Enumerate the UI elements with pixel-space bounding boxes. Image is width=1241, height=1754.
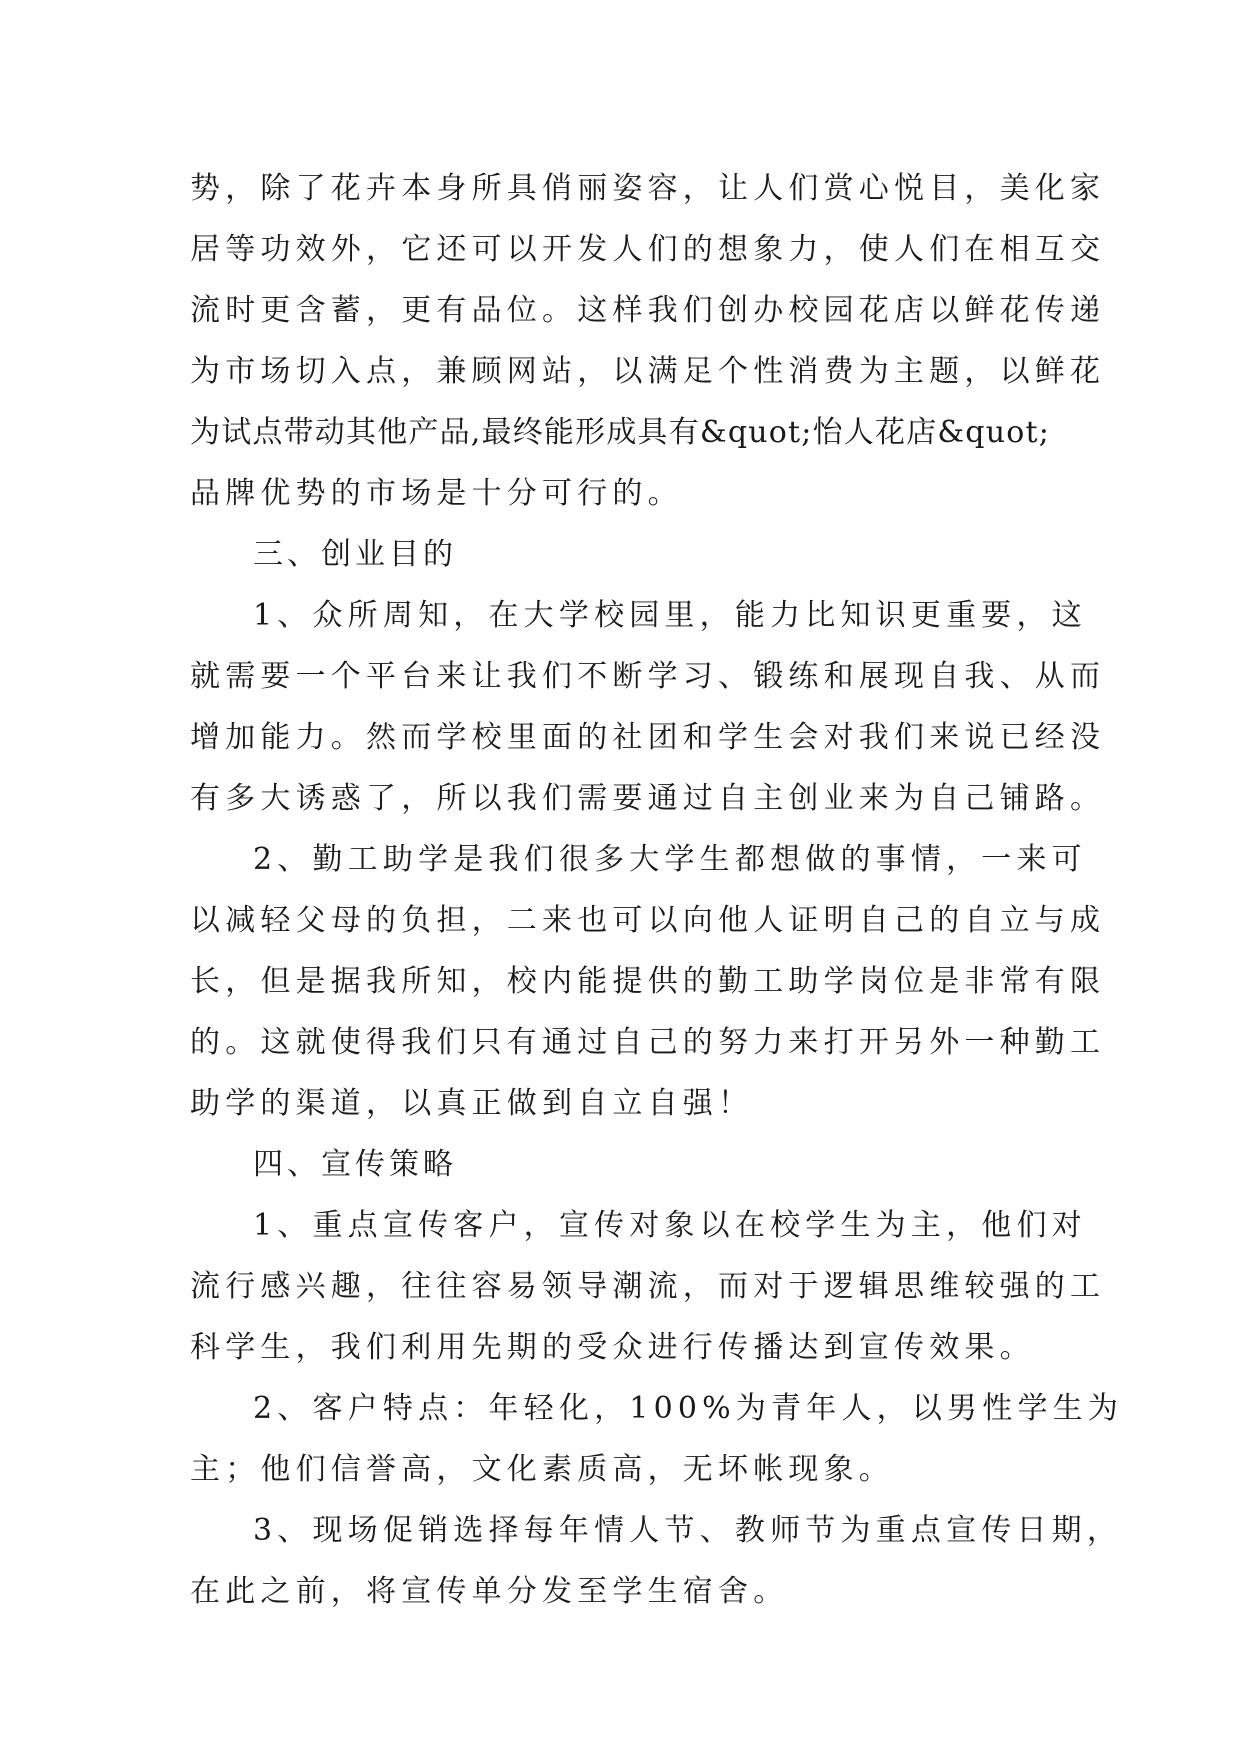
text-line: 流时更含蓄，更有品位。这样我们创办校园花店以鲜花传递: [190, 293, 1106, 328]
text-line: 长，但是据我所知，校内能提供的勤工助学岗位是非常有限: [190, 964, 1106, 999]
text-line: 就需要一个平台来让我们不断学习、锻练和展现自我、从而: [190, 659, 1106, 694]
text-line: 以减轻父母的负担，二来也可以向他人证明自己的自立与成: [190, 903, 1106, 938]
document-body: [190, 158, 1124, 1622]
text-line: 的。这就使得我们只有通过自己的努力来打开另外一种勤工: [190, 1025, 1106, 1060]
text-line: 增加能力。然而学校里面的社团和学生会对我们来说已经没: [190, 720, 1106, 755]
text-line: 流行感兴趣，往往容易领导潮流，而对于逻辑思维较强的工: [190, 1269, 1106, 1304]
text-line: 助学的渠道，以真正做到自立自强！: [190, 1086, 754, 1121]
text-line: 在此之前，将宣传单分发至学生宿舍。: [190, 1574, 789, 1609]
paragraph-first-line: 3、现场促销选择每年情人节、教师节为重点宣传日期，: [253, 1513, 1123, 1548]
text-line: 品牌优势的市场是十分可行的。: [190, 476, 683, 511]
text-line: 科学生，我们利用先期的受众进行传播达到宣传效果。: [190, 1330, 1035, 1365]
paragraph-first-line: 2、勤工助学是我们很多大学生都想做的事情，一来可: [253, 842, 1087, 877]
text-line: 势，除了花卉本身所具俏丽姿容，让人们赏心悦目，美化家: [190, 171, 1106, 206]
text-line: 为试点带动其他产品,最终能形成具有&quot;怡人花店&quot;: [190, 415, 1051, 450]
paragraph-first-line: 1、众所周知，在大学校园里，能力比知识更重要，这: [253, 598, 1087, 633]
text-line: 居等功效外，它还可以开发人们的想象力，使人们在相互交: [190, 232, 1106, 267]
text-line: 有多大诱惑了，所以我们需要通过自主创业来为自己铺路。: [190, 781, 1106, 816]
section-heading-promotion-strategy: 四、宣传策略: [253, 1147, 457, 1182]
section-heading-startup-purpose: 三、创业目的: [253, 537, 457, 572]
text-line: 为市场切入点，兼顾网站，以满足个性消费为主题，以鲜花: [190, 354, 1106, 389]
paragraph-first-line: 2、客户特点：年轻化，100%为青年人，以男性学生为: [253, 1391, 1124, 1426]
text-line: 主；他们信誉高，文化素质高，无坏帐现象。: [190, 1452, 894, 1487]
paragraph-first-line: 1、重点宣传客户，宣传对象以在校学生为主，他们对: [253, 1208, 1087, 1243]
